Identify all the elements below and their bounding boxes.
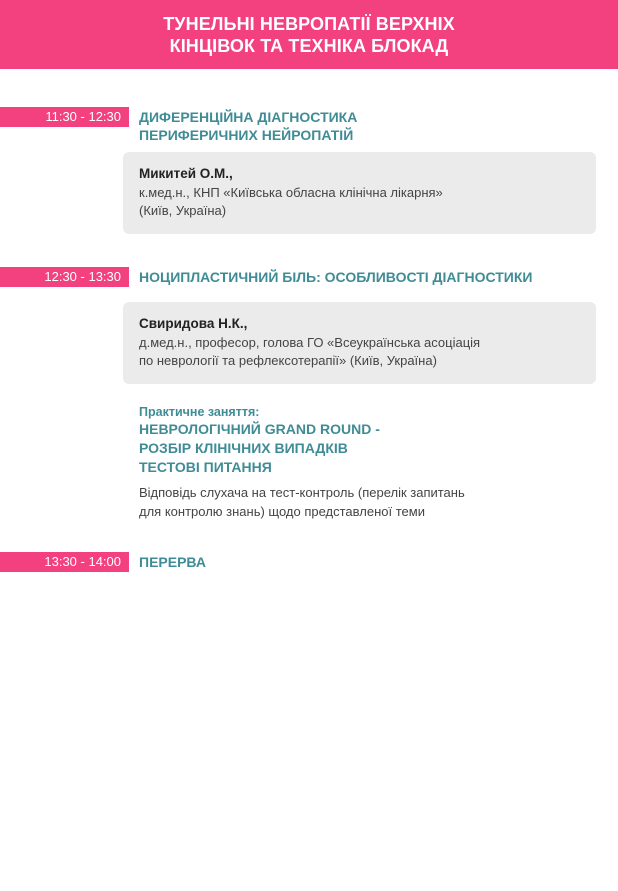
program-title-line-1: ТУНЕЛЬНІ НЕВРОПАТІЇ ВЕРХНІХ bbox=[163, 13, 455, 34]
session-1-title-line-1: ДИФЕРЕНЦІЙНА ДІАГНОСТИКА bbox=[139, 109, 358, 125]
speaker-info-line-2: по неврології та рефлексотерапії» (Київ, Україна) bbox=[139, 353, 437, 368]
practical-description-line-2: для контролю знань) щодо представленої теми bbox=[139, 503, 425, 519]
speaker-name: Микитей О.М., bbox=[139, 166, 233, 181]
time-tag-session-1: 11:30 - 12:30 bbox=[0, 107, 129, 127]
practical-title-line-2: РОЗБІР КЛІНІЧНИХ ВИПАДКІВ bbox=[139, 440, 348, 456]
session-1-title bbox=[139, 108, 357, 144]
program-header bbox=[0, 0, 618, 69]
practical-session bbox=[139, 404, 579, 521]
session-2-title: НОЦИПЛАСТИЧНИЙ БІЛЬ: ОСОБЛИВОСТІ ДІАГНОСТИКИ bbox=[139, 269, 533, 285]
speaker-card-1 bbox=[123, 152, 596, 234]
speaker-info-line-1: д.мед.н., професор, голова ГО «Всеукраїнська асоціація bbox=[139, 335, 481, 350]
practical-description-line-1: Відповідь слухача на тест-контроль (перелік запитань bbox=[139, 485, 465, 500]
program-title-line-2: КІНЦІВОК ТА ТЕХНІКА БЛОКАД bbox=[169, 35, 449, 56]
speaker-name: Свиридова Н.К., bbox=[139, 316, 248, 331]
practical-title-line-1: НЕВРОЛОГІЧНИЙ GRAND ROUND - bbox=[139, 421, 380, 437]
practical-label: Практичне заняття: bbox=[139, 405, 260, 419]
practical-description bbox=[139, 484, 579, 521]
practical-title-line-3: ТЕСТОВІ ПИТАННЯ bbox=[139, 459, 272, 475]
speaker-info-line-2: (Київ, Україна) bbox=[139, 203, 227, 218]
time-tag-session-3: 13:30 - 14:00 bbox=[0, 552, 129, 572]
time-tag-session-2: 12:30 - 13:30 bbox=[0, 267, 129, 287]
session-1-title-line-2: ПЕРИФЕРИЧНИХ НЕЙРОПАТІЙ bbox=[139, 127, 354, 143]
speaker-info-line-1: к.мед.н., КНП «Київська обласна клінічна лікарня» bbox=[139, 185, 443, 200]
speaker-card-2 bbox=[123, 302, 596, 384]
session-3-title: ПЕРЕРВА bbox=[139, 554, 206, 570]
